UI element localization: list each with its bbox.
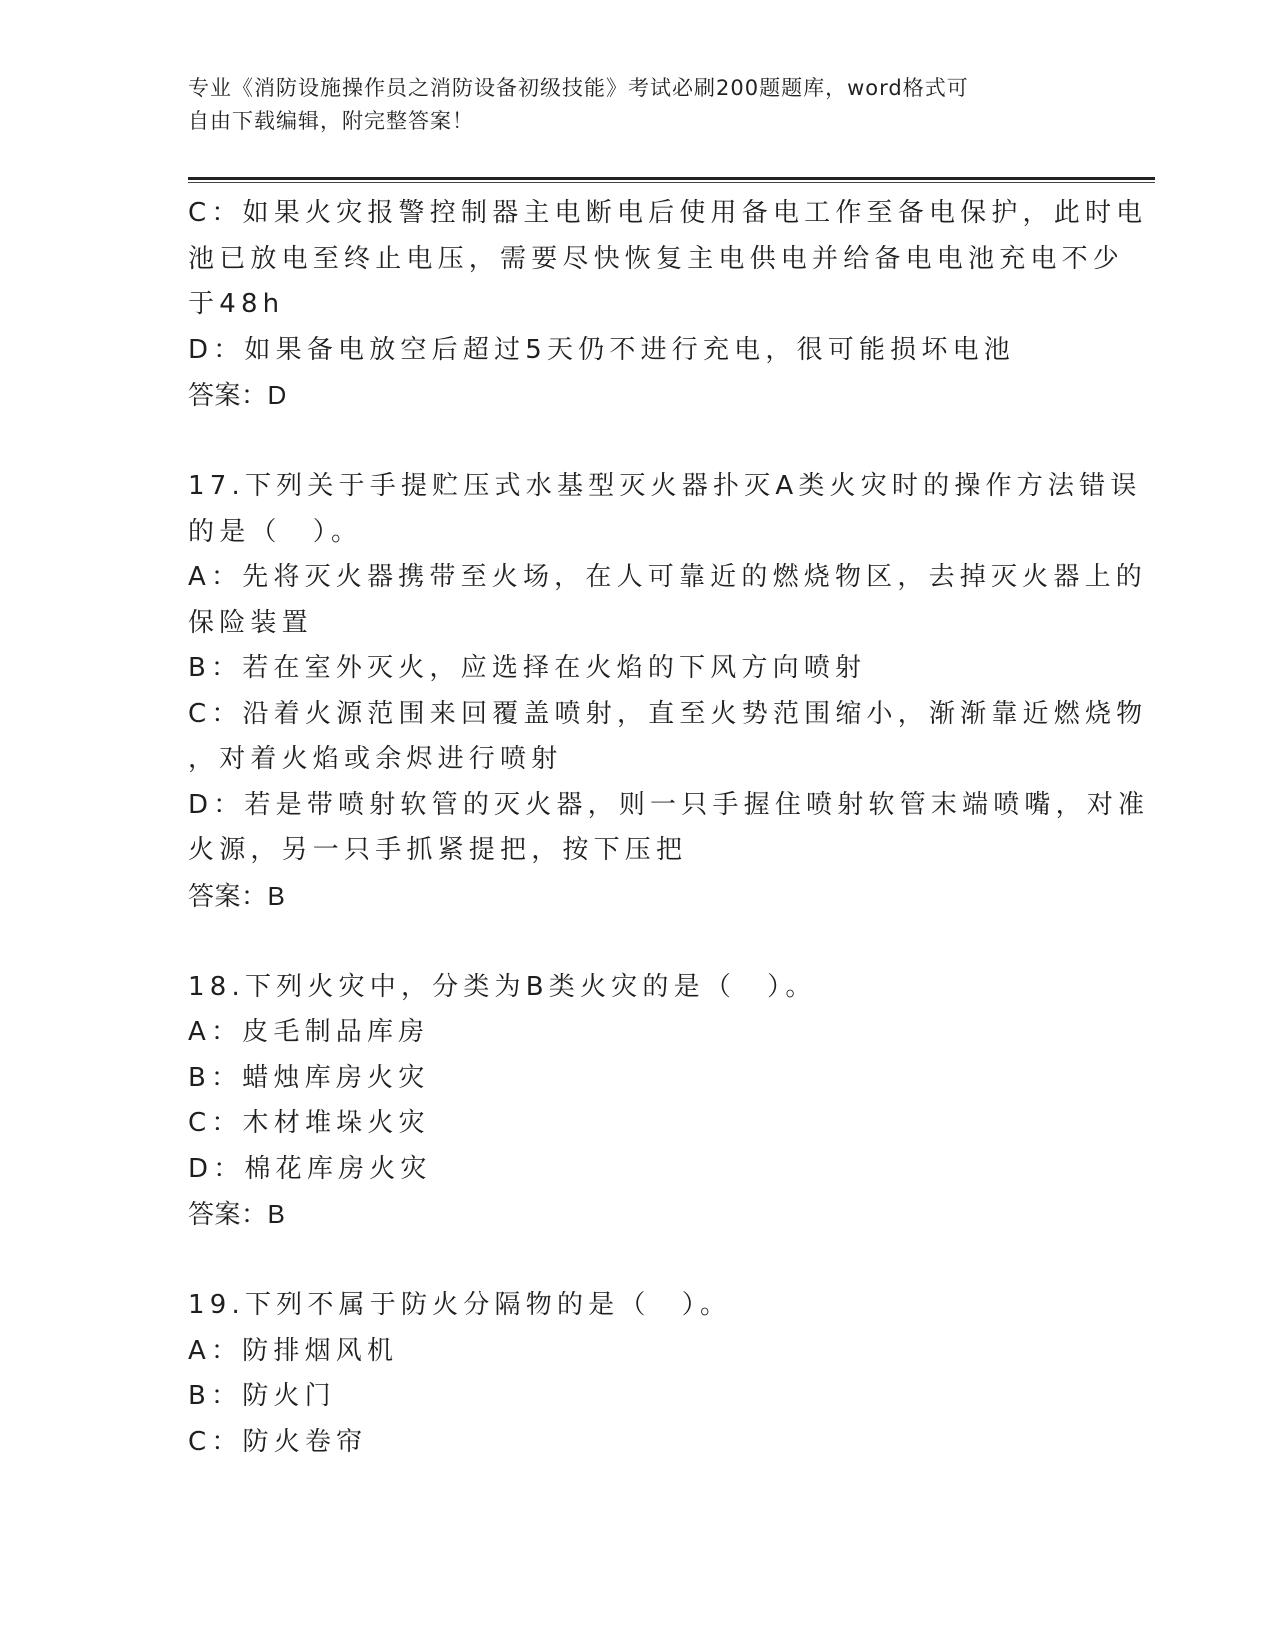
question-stem: 17.下列关于手提贮压式水基型灭火器扑灭A类火灾时的操作方法错误 (188, 471, 1142, 501)
question-spacer (188, 419, 1088, 465)
question-stem: 18.下列火灾中，分类为B类火灾的是（ ）。 (188, 971, 817, 1002)
option-a: A：防排烟风机 (188, 1335, 399, 1366)
option-a: A：先将灭火器携带至火场，在人可靠近的燃烧物区，去掉灭火器上的 (188, 562, 1147, 592)
question-spacer (188, 919, 1088, 965)
header-divider-thin (188, 182, 1155, 183)
option-a: 保险装置 (188, 607, 313, 638)
option-c: ，对着火焰或余烬进行喷射 (188, 744, 563, 774)
header-divider-thick (188, 177, 1155, 180)
question-17-block (188, 464, 1150, 919)
answer-line: 答案：B (188, 1199, 286, 1229)
question-stem: 的是（ ）。 (188, 516, 363, 547)
header-title-line-1: 专业《消防设施操作员之消防设备初级技能》考试必刷200题题库，word格式可 (188, 76, 969, 100)
header-title-line-2: 自由下载编辑，附完整答案！ (188, 109, 474, 133)
document-header (188, 72, 1068, 138)
option-b: B：蜡烛库房火灾 (188, 1062, 430, 1093)
option-a: A：皮毛制品库房 (188, 1017, 430, 1047)
option-c: C：木材堆垛火灾 (188, 1108, 430, 1138)
option-d: D：如果备电放空后超过5天仍不进行充电，很可能损坏电池 (188, 334, 1015, 365)
option-c: C：防火卷帘 (188, 1426, 368, 1457)
option-b: B：防火门 (188, 1381, 336, 1411)
question-19-block (188, 1283, 1088, 1465)
question-stem: 19.下列不属于防火分隔物的是（ ）。 (188, 1290, 732, 1320)
option-c-line: 池已放电至终止电压，需要尽快恢复主电供电并给备电电池充电不少 (188, 243, 1125, 274)
answer-line: 答案：B (188, 880, 286, 911)
question-spacer (188, 1238, 1088, 1284)
question-content (188, 191, 1150, 1465)
option-c-line: 于48h (188, 289, 285, 319)
option-b: B：若在室外灭火，应选择在火焰的下风方向喷射 (188, 653, 867, 683)
option-d: 火源，另一只手抓紧提把，按下压把 (188, 835, 688, 865)
option-d: D：若是带喷射软管的灭火器，则一只手握住喷射软管末端喷嘴，对准 (188, 789, 1150, 820)
option-c: C：沿着火源范围来回覆盖喷射，直至火势范围缩小，渐渐靠近燃烧物 (188, 698, 1148, 729)
question-18-block (188, 965, 1088, 1238)
answer-line: 答案：D (188, 380, 287, 410)
option-d: D：棉花库房火灾 (188, 1153, 432, 1184)
option-c-line: C：如果火灾报警控制器主电断电后使用备电工作至备电保护，此时电 (188, 198, 1148, 228)
previous-question-block (188, 191, 1148, 419)
